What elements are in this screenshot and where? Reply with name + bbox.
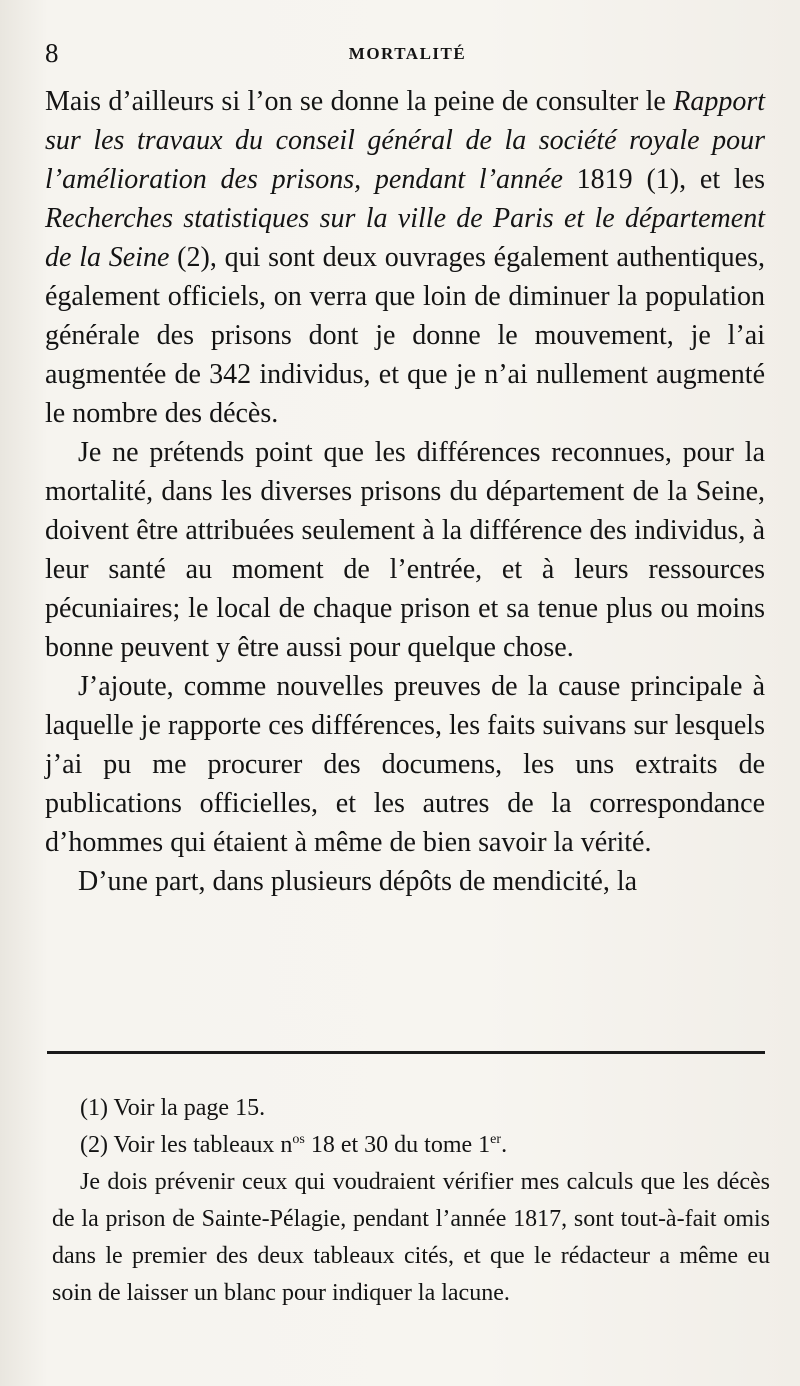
recherches-title: Recherches statistiques sur la ville de Paris et le département de la Seine (45, 203, 765, 273)
footnotes (52, 1090, 770, 1312)
footnote-2-sup-a: os (292, 1132, 305, 1147)
page-header (45, 38, 770, 68)
footnote-divider (47, 1051, 765, 1054)
paragraph-1-text-b: 1819 (1), et les (562, 164, 765, 195)
paragraph-1-text-a: Mais d’ailleurs si l’on se donne la peine de consulter le (45, 86, 674, 117)
page-number: 8 (45, 38, 59, 68)
paragraph-1-text-c: (2), qui sont deux ouvrages également authentiques, également officiels, on verra que loin de diminuer la population générale des prisons dont je donne le mouvement, je l’ai augmentée de 342 individus, et que je n’ai nullement augmenté le nombre des décès. (45, 242, 765, 429)
footnote-1: (1) Voir la page 15. (80, 1095, 266, 1121)
main-text (45, 82, 765, 901)
paragraph-1 (45, 82, 765, 433)
paragraph-2: Je ne prétends point que les différences reconnues, pour la mortalité, dans les diverses prisons du département de la Seine, doivent être attribuées seulement à la différence des individus, à leur santé au moment de l’entrée, et à leurs ressources pécuniaires; le local de chaque prison et sa tenue plus ou moins bonne peuvent y être aussi pour quelque chose. (45, 437, 765, 663)
running-head: MORTALITÉ (348, 44, 467, 63)
footnote-2-text-a: (2) Voir les tableaux n (80, 1132, 293, 1158)
paragraph-4: D’une part, dans plusieurs dépôts de mendicité, la (78, 866, 638, 897)
footnote-2-continuation: Je dois prévenir ceux qui voudraient vérifier mes calculs que les décès de la prison de Sainte-Pélagie, pendant l’année 1817, sont tout-à-fait omis dans le premier des deux tableaux cités, et que le rédacteur a même eu soin de laisser un blanc pour indiquer la lacune. (52, 1169, 770, 1306)
footnote-2 (52, 1127, 770, 1164)
paragraph-3: J’ajoute, comme nouvelles preuves de la cause principale à laquelle je rapporte ces différences, les faits suivans sur lesquels j’ai pu me procurer des documens, les uns extraits de publications officielles, et les autres de la correspondance d’hommes qui étaient à même de bien savoir la vérité. (45, 671, 765, 858)
footnote-2-sup-b: er (490, 1132, 502, 1147)
footnote-2-text-b: 18 et 30 du tome 1 (304, 1132, 491, 1158)
rapport-title: Rapport sur les travaux du conseil général de la société royale pour l’amélioration des prisons, pendant l’année (45, 86, 765, 195)
footnote-2-text-c: . (501, 1132, 508, 1158)
